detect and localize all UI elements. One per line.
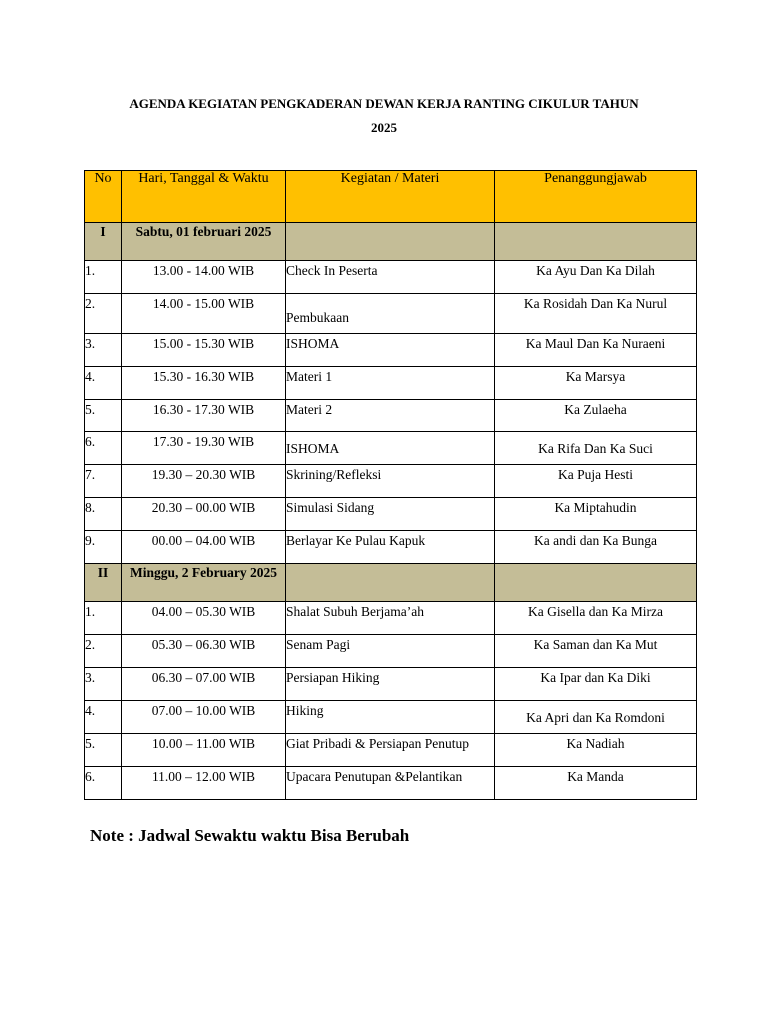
agenda-body xyxy=(85,223,697,800)
row-number: 7. xyxy=(85,467,96,482)
row-time-cell xyxy=(122,367,286,400)
section-empty-cell xyxy=(286,223,495,261)
row-time: 14.00 - 15.00 WIB xyxy=(152,296,255,311)
table-row xyxy=(85,734,697,767)
table-row xyxy=(85,432,697,465)
row-activity-cell xyxy=(286,734,495,767)
row-number-cell xyxy=(85,432,122,465)
row-time-cell xyxy=(122,734,286,767)
row-number-cell xyxy=(85,767,122,800)
row-time-cell xyxy=(122,465,286,498)
table-row xyxy=(85,465,697,498)
row-number-cell xyxy=(85,400,122,432)
row-activity-cell xyxy=(286,294,495,334)
table-row xyxy=(85,767,697,800)
table-header-row xyxy=(85,171,697,223)
row-number-cell xyxy=(85,635,122,668)
row-number: 5. xyxy=(85,402,96,417)
row-time: 19.30 – 20.30 WIB xyxy=(151,467,256,482)
row-activity-cell xyxy=(286,635,495,668)
row-activity: Persiapan Hiking xyxy=(286,670,380,685)
row-pic: Ka Maul Dan Ka Nuraeni xyxy=(525,336,666,351)
row-pic-cell xyxy=(495,261,697,294)
row-number-cell xyxy=(85,498,122,531)
row-time-cell xyxy=(122,531,286,564)
table-row xyxy=(85,334,697,367)
row-pic: Ka Saman dan Ka Mut xyxy=(533,637,658,652)
row-pic-cell xyxy=(495,668,697,701)
row-number: 1. xyxy=(85,263,96,278)
table-row xyxy=(85,498,697,531)
row-number-cell xyxy=(85,531,122,564)
row-pic: Ka andi dan Ka Bunga xyxy=(534,533,657,548)
row-activity: Pembukaan xyxy=(286,310,349,325)
row-activity-cell xyxy=(286,432,495,465)
row-number-cell xyxy=(85,465,122,498)
row-time: 05.30 – 06.30 WIB xyxy=(151,637,256,652)
table-row xyxy=(85,531,697,564)
row-number-cell xyxy=(85,294,122,334)
row-pic: Ka Rifa Dan Ka Suci xyxy=(538,441,653,456)
table-row xyxy=(85,261,697,294)
row-activity: Hiking xyxy=(286,703,324,718)
section-number: I xyxy=(85,223,122,261)
row-activity-cell xyxy=(286,531,495,564)
section-day: Minggu, 2 February 2025 xyxy=(122,564,286,602)
table-row xyxy=(85,400,697,432)
table-row xyxy=(85,635,697,668)
row-pic-cell xyxy=(495,367,697,400)
row-time: 04.00 – 05.30 WIB xyxy=(151,604,256,619)
row-activity: Materi 2 xyxy=(286,402,333,417)
row-activity-cell xyxy=(286,400,495,432)
note-text: Note : Jadwal Sewaktu waktu Bisa Berubah xyxy=(90,826,410,845)
row-pic: Ka Gisella dan Ka Mirza xyxy=(528,604,663,619)
row-time: 15.00 - 15.30 WIB xyxy=(152,336,255,351)
row-time-cell xyxy=(122,701,286,734)
row-time-cell xyxy=(122,432,286,465)
row-activity: Skrining/Refleksi xyxy=(286,467,382,482)
row-activity: Materi 1 xyxy=(286,369,333,384)
row-time-cell xyxy=(122,294,286,334)
row-number: 3. xyxy=(85,670,96,685)
row-number-cell xyxy=(85,334,122,367)
row-time: 20.30 – 00.00 WIB xyxy=(151,500,256,515)
row-pic-cell xyxy=(495,334,697,367)
row-number: 8. xyxy=(85,500,96,515)
row-time-cell xyxy=(122,498,286,531)
section-empty-cell xyxy=(286,564,495,602)
row-time: 06.30 – 07.00 WIB xyxy=(151,670,256,685)
section-number: II xyxy=(85,564,122,602)
row-activity: Senam Pagi xyxy=(286,637,351,652)
row-activity: Check In Peserta xyxy=(286,263,378,278)
row-number-cell xyxy=(85,734,122,767)
row-activity-cell xyxy=(286,334,495,367)
title-line-2: 2025 xyxy=(371,120,397,135)
row-pic-cell xyxy=(495,531,697,564)
header-time: Hari, Tanggal & Waktu xyxy=(122,171,286,223)
row-activity-cell xyxy=(286,465,495,498)
row-activity-cell xyxy=(286,498,495,531)
row-pic: Ka Ayu Dan Ka Dilah xyxy=(536,263,655,278)
row-time-cell xyxy=(122,261,286,294)
row-activity: Shalat Subuh Berjama’ah xyxy=(286,604,424,619)
row-time-cell xyxy=(122,668,286,701)
row-activity: ISHOMA xyxy=(286,336,340,351)
row-pic-cell xyxy=(495,602,697,635)
row-activity: Simulasi Sidang xyxy=(286,500,375,515)
row-activity: ISHOMA xyxy=(286,441,340,456)
row-number-cell xyxy=(85,602,122,635)
row-activity-cell xyxy=(286,602,495,635)
row-pic: Ka Puja Hesti xyxy=(558,467,633,482)
header-pic: Penanggungjawab xyxy=(495,171,697,223)
row-pic-cell xyxy=(495,400,697,432)
row-pic: Ka Apri dan Ka Romdoni xyxy=(526,710,665,725)
row-number: 4. xyxy=(85,703,96,718)
row-time: 17.30 - 19.30 WIB xyxy=(152,434,255,449)
row-activity-cell xyxy=(286,367,495,400)
row-pic-cell xyxy=(495,294,697,334)
row-pic-cell xyxy=(495,701,697,734)
row-number: 6. xyxy=(85,434,96,449)
table-row xyxy=(85,668,697,701)
row-pic: Ka Rosidah Dan Ka Nurul xyxy=(523,296,668,311)
row-number-cell xyxy=(85,701,122,734)
table-row xyxy=(85,602,697,635)
row-number-cell xyxy=(85,668,122,701)
section-empty-cell xyxy=(495,223,697,261)
row-number-cell xyxy=(85,367,122,400)
row-pic: Ka Ipar dan Ka Diki xyxy=(540,670,651,685)
row-time-cell xyxy=(122,635,286,668)
row-time: 15.30 - 16.30 WIB xyxy=(152,369,255,384)
row-time: 11.00 – 12.00 WIB xyxy=(151,769,256,784)
row-number: 4. xyxy=(85,369,96,384)
section-empty-cell xyxy=(495,564,697,602)
row-number: 6. xyxy=(85,769,96,784)
table-row xyxy=(85,294,697,334)
row-pic: Ka Nadiah xyxy=(566,736,625,751)
row-time-cell xyxy=(122,400,286,432)
row-activity-cell xyxy=(286,701,495,734)
row-activity-cell xyxy=(286,767,495,800)
row-number: 1. xyxy=(85,604,96,619)
agenda-table xyxy=(84,170,697,800)
row-pic-cell xyxy=(495,432,697,465)
row-time-cell xyxy=(122,334,286,367)
row-time: 10.00 – 11.00 WIB xyxy=(151,736,256,751)
row-pic-cell xyxy=(495,465,697,498)
row-pic-cell xyxy=(495,767,697,800)
header-activity: Kegiatan / Materi xyxy=(286,171,495,223)
row-activity-cell xyxy=(286,668,495,701)
section-row xyxy=(85,223,697,261)
row-number-cell xyxy=(85,261,122,294)
header-no: No xyxy=(85,171,122,223)
row-pic-cell xyxy=(495,734,697,767)
row-activity: Giat Pribadi & Persiapan Penutup xyxy=(286,736,469,751)
row-pic: Ka Zulaeha xyxy=(564,402,627,417)
row-number: 2. xyxy=(85,296,96,311)
section-row xyxy=(85,564,697,602)
row-number: 5. xyxy=(85,736,96,751)
section-day: Sabtu, 01 februari 2025 xyxy=(122,223,286,261)
row-number: 9. xyxy=(85,533,96,548)
row-pic: Ka Marsya xyxy=(565,369,626,384)
row-pic-cell xyxy=(495,635,697,668)
row-time: 07.00 – 10.00 WIB xyxy=(151,703,256,718)
row-activity-cell xyxy=(286,261,495,294)
row-pic-cell xyxy=(495,498,697,531)
row-pic: Ka Manda xyxy=(567,769,624,784)
row-activity: Upacara Penutupan &Pelantikan xyxy=(286,769,463,784)
row-time: 13.00 - 14.00 WIB xyxy=(152,263,255,278)
row-activity: Berlayar Ke Pulau Kapuk xyxy=(286,533,426,548)
row-time: 00.00 – 04.00 WIB xyxy=(151,533,256,548)
document-title xyxy=(60,92,708,140)
title-line-1: AGENDA KEGIATAN PENGKADERAN DEWAN KERJA RANTING CIKULUR TAHUN xyxy=(129,96,639,111)
table-row xyxy=(85,701,697,734)
row-pic: Ka Miptahudin xyxy=(554,500,637,515)
row-time-cell xyxy=(122,602,286,635)
row-time-cell xyxy=(122,767,286,800)
row-time: 16.30 - 17.30 WIB xyxy=(152,402,255,417)
row-number: 3. xyxy=(85,336,96,351)
row-number: 2. xyxy=(85,637,96,652)
table-row xyxy=(85,367,697,400)
